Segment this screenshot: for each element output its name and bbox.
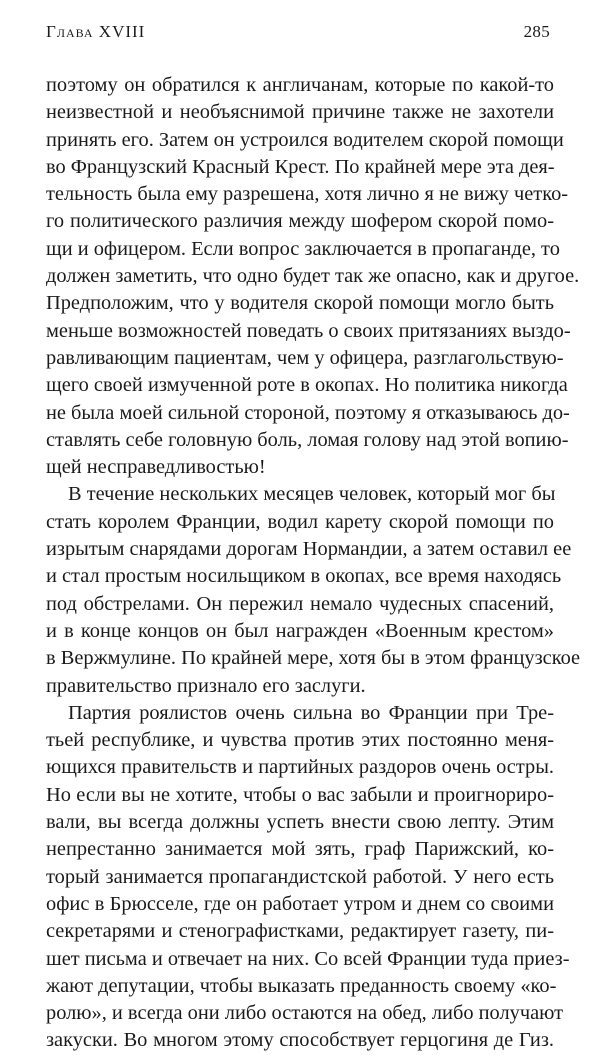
page-number: 285 bbox=[523, 22, 550, 41]
text-line: Но если вы не хотите, чтобы о вас забыли и проигнориро- bbox=[46, 783, 554, 806]
text-line: го политического различия между шофером скорой помо- bbox=[46, 210, 554, 233]
text-line: ющихся правительств и партийных раздоров очень остры. bbox=[46, 756, 554, 779]
body-text bbox=[46, 72, 581, 1055]
text-line: под обстрелами. Он пережил немало чудесных спасений, bbox=[46, 592, 554, 615]
paragraph bbox=[46, 481, 581, 699]
text-line: ролю», и всегда они либо остаются на обед, либо получают bbox=[46, 1002, 564, 1025]
text-line: и стал простым носильщиком в окопах, все время находясь bbox=[46, 565, 562, 588]
text-line: не была моей сильной стороной, поэтому я отказываюсь до- bbox=[46, 401, 570, 424]
text-line: секретарями и стенографистками, редактирует газету, пи- bbox=[46, 920, 554, 943]
text-line: должен заметить, что одно будет так же опасно, как и другое. bbox=[46, 265, 580, 288]
text-line: торый занимается пропагандистской работой. У него есть bbox=[46, 865, 554, 888]
running-head bbox=[46, 22, 550, 48]
text-line: щи и офицером. Если вопрос заключается в пропаганде, то bbox=[46, 237, 560, 260]
text-line: вали, вы всегда должны успеть внести свою лепту. Этим bbox=[46, 811, 554, 834]
paragraph bbox=[46, 700, 570, 1055]
text-line: Предположим, что у водителя скорой помощи могло быть bbox=[46, 292, 554, 315]
text-line: тьей республике, и чувства против этих постоянно меня- bbox=[46, 729, 554, 752]
text-line: офис в Брюсселе, где он работает утром и днем со своими bbox=[46, 892, 554, 915]
text-line: закуски. Во многом этому способствует герцогиня де Гиз. bbox=[46, 1029, 554, 1052]
text-line: щего своей измученной роте в окопах. Но политика никогда bbox=[46, 374, 568, 397]
text-line: тельность была ему разрешена, хотя лично я не вижу четко- bbox=[46, 183, 569, 206]
text-line: щей несправедливостью! bbox=[46, 456, 266, 479]
text-line: неизвестной и необъяснимой причине также не захотели bbox=[46, 101, 554, 124]
text-line: и в конце концов он был награжден «Военным крестом» bbox=[46, 619, 554, 642]
paragraph bbox=[46, 72, 580, 481]
text-line: меньше возможностей поведать о своих притязаниях выздо- bbox=[46, 319, 571, 342]
text-line: равливающим пациентам, чем у офицера, разглагольствую- bbox=[46, 346, 564, 369]
text-line: правительство признало его заслуги. bbox=[46, 674, 366, 697]
text-line: В течение нескольких месяцев человек, который мог бы bbox=[68, 483, 556, 506]
text-line: непрестанно занимается мой зять, граф Парижский, ко- bbox=[46, 838, 554, 861]
text-line: ставлять себе головную боль, ломая голову над этой вопию- bbox=[46, 428, 569, 451]
text-line: во Французский Красный Крест. По крайней мере эта дея- bbox=[46, 155, 555, 178]
text-line: Партия роялистов очень сильна во Франции при Тре- bbox=[68, 701, 554, 724]
text-line: принять его. Затем он устроился водителем скорой помощи bbox=[46, 128, 564, 151]
text-line: жают депутации, чтобы выказать преданность своему «ко- bbox=[46, 974, 557, 997]
text-line: шет письма и отвечает на них. Со всей Франции туда приез- bbox=[46, 947, 570, 970]
text-line: стать королем Франции, водил карету скорой помощи по bbox=[46, 510, 554, 533]
text-line: в Вержмулине. По крайней мере, хотя бы в этом французское bbox=[46, 647, 581, 670]
text-line: поэтому он обратился к англичанам, которые по какой-то bbox=[46, 74, 554, 96]
chapter-title: Глава XVIII bbox=[46, 22, 146, 41]
text-line: изрытым снарядами дорогам Нормандии, а затем оставил ее bbox=[46, 538, 572, 561]
